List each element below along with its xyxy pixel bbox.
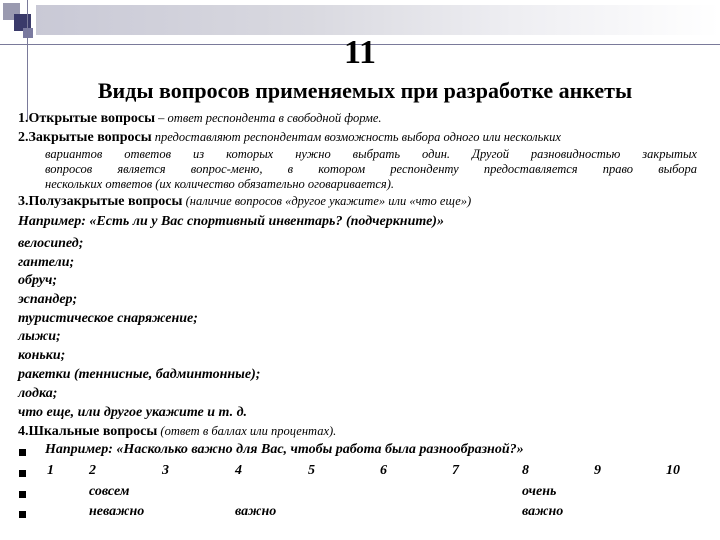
scale-label-high-1: очень — [522, 484, 557, 499]
bullet-square — [19, 491, 26, 498]
scale-number: 3 — [162, 463, 169, 478]
item-scale-label: 4.Шкальные вопросы — [18, 424, 158, 439]
item-open-label: 1.Открытые вопросы — [18, 111, 156, 126]
example-question-2: Например: «Насколько важно для Вас, чтобы работа была разнообразной?» — [45, 442, 524, 457]
bullet-square — [19, 470, 26, 477]
item-open-text: – ответ респондента в свободной форме. — [155, 111, 382, 125]
slide-number: 11 — [343, 34, 377, 71]
top-decor-bar — [36, 5, 720, 35]
item-scale-text: (ответ в баллах или процентах). — [157, 424, 337, 438]
scale-number: 5 — [308, 463, 315, 478]
option-item: эспандер; — [18, 292, 78, 307]
scale-number: 10 — [666, 463, 680, 478]
option-item: коньки; — [18, 348, 66, 363]
option-item: что еще, или другое укажите и т. д. — [18, 405, 248, 420]
scale-number: 6 — [380, 463, 387, 478]
item-scale — [18, 424, 336, 440]
item-closed-cont3: нескольких ответов (их количество обязательно оговаривается). — [45, 177, 395, 191]
scale-number: 8 — [522, 463, 529, 478]
scale-number: 2 — [89, 463, 96, 478]
scale-label-middle: важно — [235, 504, 277, 519]
option-item: обруч; — [18, 273, 58, 288]
item-closed-cont1: вариантов ответов из которых нужно выбрать один. Другой разновидностью закрытых — [45, 147, 697, 161]
item-closed — [18, 130, 561, 146]
bullet-square — [19, 449, 26, 456]
option-item: лодка; — [18, 386, 58, 401]
option-item: велосипед; — [18, 236, 84, 251]
option-item: лыжи; — [18, 329, 61, 344]
item-semi — [18, 194, 471, 210]
option-item: гантели; — [18, 255, 75, 270]
scale-number: 4 — [235, 463, 242, 478]
item-open — [18, 111, 382, 127]
option-item: туристическое снаряжение; — [18, 311, 198, 326]
item-closed-cont2: вопросов является вопрос-меню, в котором респонденту предоставляется право выбора — [45, 162, 697, 176]
item-closed-label: 2.Закрытые вопросы — [18, 130, 152, 145]
bullet-square — [19, 511, 26, 518]
slide-title: Виды вопросов применяемых при разработке анкеты — [97, 78, 633, 103]
scale-number: 1 — [47, 463, 54, 478]
scale-number: 7 — [452, 463, 459, 478]
scale-number: 9 — [594, 463, 601, 478]
item-semi-label: 3.Полузакрытые вопросы — [18, 194, 183, 209]
item-semi-text: (наличие вопросов «другое укажите» или «что еще») — [182, 194, 472, 208]
example-question-1: Например: «Есть ли у Вас спортивный инвентарь? (подчеркните)» — [18, 214, 444, 229]
scale-label-low-2: неважно — [89, 504, 145, 519]
option-item: ракетки (теннисные, бадминтонные); — [18, 367, 261, 382]
scale-label-high-2: важно — [522, 504, 564, 519]
scale-label-low-1: совсем — [89, 484, 130, 499]
item-closed-text: предоставляют респондентам возможность выбора одного или нескольких — [151, 130, 561, 144]
